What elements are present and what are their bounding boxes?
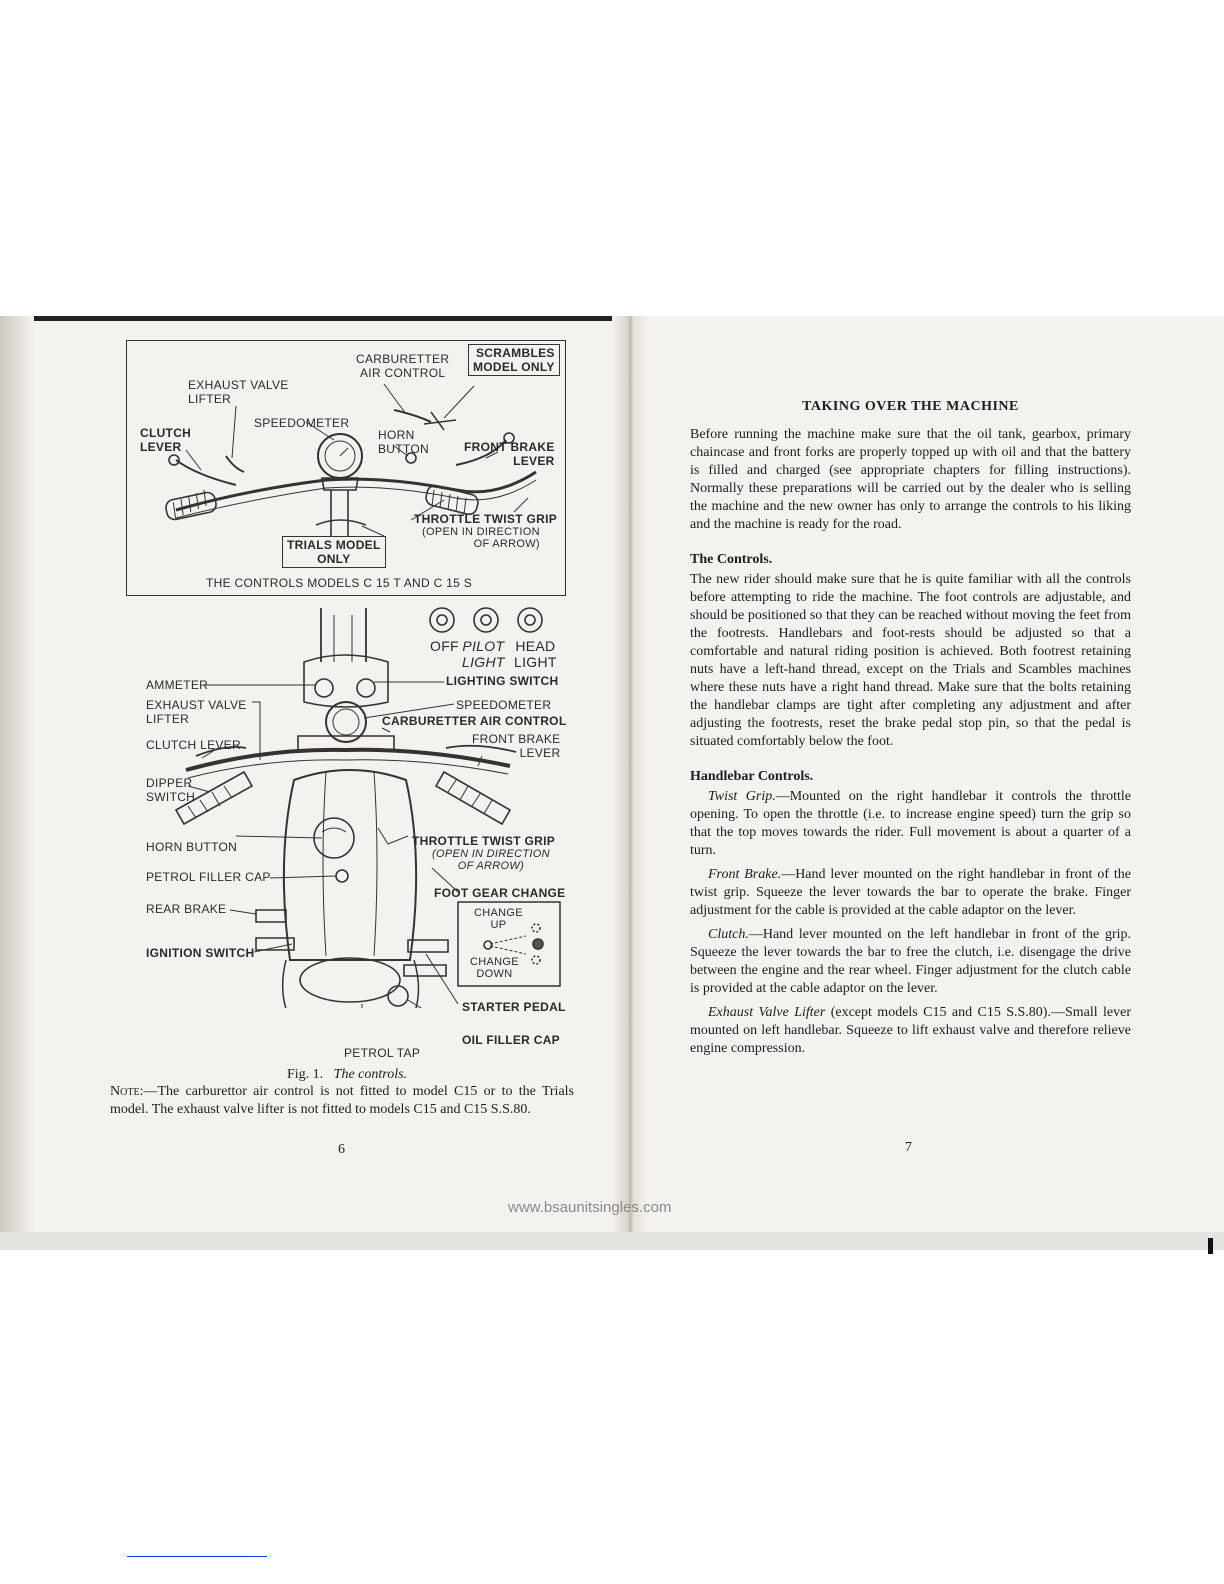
page-edge-shadow	[0, 316, 640, 321]
label-carburetter-air-control: CARBURETTER AIR CONTROL	[356, 352, 450, 380]
label-change-down: CHANGE DOWN	[470, 956, 519, 980]
twist-grip-term: Twist Grip.	[708, 789, 776, 804]
note-label: Note	[110, 1084, 140, 1099]
label-ammeter: AMMETER	[146, 678, 209, 692]
figure-note	[110, 1083, 574, 1119]
label-ignition-switch: IGNITION SWITCH	[146, 946, 255, 960]
label-switch-off: OFF	[430, 638, 459, 654]
label-carburetter-air-control: CARBURETTER AIR CONTROL	[382, 714, 567, 728]
exhaust-lifter-text: (except models C15 and C15 S.S.80).—Small lever mounted on left handlebar. Squeeze to lift exhaust valve and therefore relieve engine compression.	[690, 1005, 1131, 1056]
exhaust-lifter-paragraph	[690, 1004, 1131, 1058]
label-horn-button-top: HORN BUTTON	[378, 428, 429, 456]
label-clutch-lever-top: CLUTCH LEVER	[140, 426, 192, 454]
footer-rule	[127, 1556, 267, 1557]
label-clutch-lever: CLUTCH LEVER	[146, 738, 241, 752]
label-oil-filler-cap: OIL FILLER CAP	[462, 1033, 560, 1047]
note-text: :—The carburettor air control is not fitted to model C15 or to the Trials model. The exhaust valve lifter is not fitted to models C15 and C15 S.S.80.	[110, 1084, 574, 1117]
label-switch-head-light: HEAD LIGHT	[514, 638, 557, 670]
label-exhaust-valve-lifter-top: EXHAUST VALVE LIFTER	[188, 378, 289, 406]
scan-edge-mark	[1208, 1238, 1213, 1254]
label-foot-gear-change: FOOT GEAR CHANGE	[434, 886, 566, 900]
label-petrol-tap: PETROL TAP	[344, 1046, 421, 1060]
label-horn-button: HORN BUTTON	[146, 840, 238, 854]
label-throttle-note: (OPEN IN DIRECTION OF ARROW)	[432, 848, 550, 872]
label-front-brake-lever-top: FRONT BRAKE LEVER	[464, 440, 555, 468]
clutch-paragraph	[690, 926, 1131, 998]
label-dipper-switch: DIPPER SWITCH	[146, 776, 196, 804]
label-panel-title: THE CONTROLS MODELS C 15 T AND C 15 S	[206, 576, 473, 590]
label-speedometer-top: SPEEDOMETER	[254, 416, 350, 430]
page-number-left: 6	[338, 1142, 345, 1157]
twist-grip-paragraph	[690, 788, 1131, 860]
label-lighting-switch: LIGHTING SWITCH	[446, 674, 559, 688]
label-throttle-twist-grip: THROTTLE TWIST GRIP	[412, 834, 556, 848]
figure-number: Fig. 1.	[286, 1067, 324, 1082]
front-brake-term: Front Brake.	[708, 867, 782, 882]
controls-figure	[126, 340, 568, 1014]
exhaust-lifter-term: Exhaust Valve Lifter	[708, 1005, 826, 1020]
label-speedometer: SPEEDOMETER	[456, 698, 552, 712]
label-starter-pedal: STARTER PEDAL	[462, 1000, 566, 1014]
intro-paragraph: Before running the machine make sure that the oil tank, gearbox, primary chaincase and front forks are properly topped up with oil and that the battery is filled and charged (see appropriate chapters for filling instructions). Normally these preparations will be carried out by the dealer who is selling the machine and the new owner has only to arrange the controls to his liking and the machine is ready for the road.	[690, 427, 1131, 532]
figure-title: The controls.	[333, 1067, 408, 1082]
label-front-brake-lever: FRONT BRAKE LEVER	[472, 732, 561, 760]
label-throttle-twist-grip-top: THROTTLE TWIST GRIP	[414, 512, 558, 526]
label-scrambles-model-only: SCRAMBLES MODEL ONLY	[468, 344, 560, 376]
clutch-text: —Hand lever mounted on the left handlebar in front of the grip. Squeeze the lever towards the bar to free the clutch, i.e. disengage the drive between the engine and the rear wheel. Finger adjustment for the clutch cable is provided at the cable adaptor on the lever.	[690, 927, 1131, 996]
page-title: TAKING OVER THE MACHINE	[802, 399, 1019, 414]
label-petrol-filler-cap: PETROL FILLER CAP	[146, 870, 271, 884]
controls-heading: The Controls.	[690, 552, 773, 567]
label-change-up: CHANGE UP	[474, 907, 523, 931]
twist-grip-text: —Mounted on the right handlebar it controls the throttle opening. To open the throttle (i.e. to increase engine speed) turn the grip so that the top moves towards the rider. Full movement is about a quarter of a turn.	[690, 789, 1131, 858]
label-switch-pilot-light: PILOT LIGHT	[462, 638, 505, 670]
scan-bottom-strip	[0, 1232, 1224, 1250]
book-gutter	[612, 316, 648, 1248]
handlebar-heading: Handlebar Controls.	[690, 769, 814, 784]
page-number-right: 7	[905, 1140, 912, 1155]
label-rear-brake: REAR BRAKE	[146, 902, 227, 916]
clutch-term: Clutch.	[708, 927, 749, 942]
label-trials-model-only: TRIALS MODEL ONLY	[282, 536, 386, 568]
watermark[interactable]: www.bsaunitsingles.com	[508, 1199, 672, 1216]
front-brake-paragraph	[690, 866, 1131, 920]
figure-caption	[126, 1067, 568, 1083]
right-page-text	[690, 398, 1131, 1058]
front-brake-text: —Hand lever mounted on the right handlebar in front of the twist grip. Squeeze the lever towards the bar to operate the brake. Finger adjustment for the cable is provided at the cable adaptor on the lever.	[690, 867, 1131, 918]
label-exhaust-valve-lifter: EXHAUST VALVE LIFTER	[146, 698, 247, 726]
label-throttle-note-top: (OPEN IN DIRECTION OF ARROW)	[422, 526, 540, 550]
controls-paragraph: The new rider should make sure that he is quite familiar with all the controls before attempting to ride the machine. The foot controls are adjustable, and should be positioned so that they can be reached without moving the feet from the footrests. Handlebars and foot-rests should be adjusted so that a comfortable and natural riding position is achieved. Both footrest retaining nuts have a left-hand thread, except on the Trials and Scambles machines where these nuts have a right hand thread. Make sure that the bolts retaining the handlebar clamps are tight after completing any adjustment and after adjusting the footrests, reset the brake pedal stop pin, so that the pedal is situated comfortably below the foot.	[690, 572, 1131, 749]
left-page-edge	[0, 316, 34, 1248]
